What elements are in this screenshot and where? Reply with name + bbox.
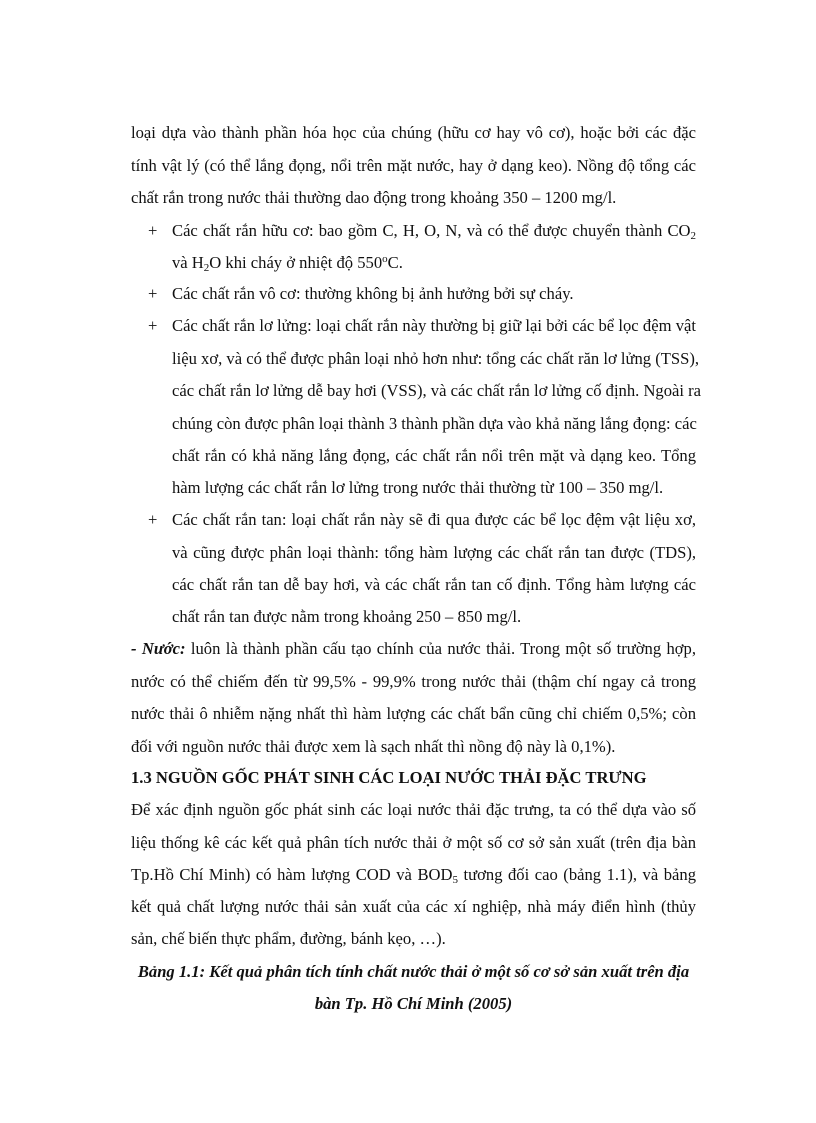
paragraph-line: Để xác định nguồn gốc phát sinh các loại nước thải đặc trưng, ta có thể dựa vào số	[131, 800, 696, 819]
paragraph-line: kết quả chất lượng nước thải sản xuất của các xí nghiệp, nhà máy điển hình (thủy	[131, 897, 696, 916]
table-caption: bàn Tp. Hồ Chí Minh (2005)	[314, 994, 513, 1013]
suspended-line: chúng còn được phân loại thành 3 thành phần dựa vào khả năng lắng đọng: các	[172, 414, 697, 433]
water-line: đối với nguồn nước thải được xem là sạch nhất thì nồng độ này là 0,1%).	[131, 737, 616, 756]
suspended-line: liệu xơ, và có thể được phân loại nhỏ hơn như: tổng các chất răn lơ lửng (TSS),	[172, 349, 700, 368]
dissolved-line: Các chất rắn tan: loại chất rắn này sẽ đi qua được các bể lọc đệm vật liệu xơ,	[172, 510, 696, 529]
suspended-line: Các chất rắn lơ lửng: loại chất rắn này thường bị giữ lại bởi các bể lọc đệm vật	[172, 316, 696, 335]
dissolved-line: các chất rắn tan dễ bay hơi, và các chất rắn tan cố định. Tổng hàm lượng các	[172, 575, 696, 594]
bullet-plus-icon: +	[148, 316, 158, 335]
organic-line: Các chất rắn hữu cơ: bao gồm C, H, O, N, và có thể được chuyển thành $CO_2$	[172, 221, 696, 242]
organic-line: và $H_2O$ khi cháy ở nhiệt độ 550$^o$C.	[172, 253, 403, 274]
section-heading: 1.3 NGUỒN GỐC PHÁT SINH CÁC LOẠI NƯỚC THẢI ĐẶC TRƯNG	[131, 768, 647, 787]
suspended-line: chất rắn có khả năng lắng đọng, các chất rắn nổi trên mặt và dạng keo. Tổng	[172, 446, 696, 465]
inorganic-line: Các chất rắn vô cơ: thường không bị ảnh hưởng bởi sự cháy.	[172, 284, 574, 303]
paragraph-line: tính vật lý (có thể lắng đọng, nổi trên mặt nước, hay ở dạng keo). Nồng độ tổng các	[131, 156, 696, 175]
water-line: nước thải ô nhiễm nặng nhất thì hàm lượng các chất bẩn cũng chỉ chiếm 0,5%; còn	[131, 704, 696, 723]
dissolved-line: chất rắn tan được nằm trong khoảng 250 – 850 mg/l.	[172, 607, 522, 626]
water-label: - Nước:	[131, 639, 186, 658]
water-line: nước có thể chiếm đến từ 99,5% - 99,9% trong nước thải (thậm chí ngay cả trong	[131, 672, 696, 691]
paragraph-line: loại dựa vào thành phần hóa học của chúng (hữu cơ hay vô cơ), hoặc bởi các đặc	[131, 123, 696, 142]
bullet-plus-icon: +	[148, 510, 158, 529]
table-caption: Bảng 1.1: Kết quả phân tích tính chất nước thải ở một số cơ sở sản xuất trên địa	[137, 962, 690, 981]
dissolved-line: và cũng được phân loại thành: tổng hàm lượng các chất rắn tan được (TDS),	[172, 543, 696, 562]
bullet-plus-icon: +	[148, 284, 158, 303]
water-line: - Nước: luôn là thành phần cấu tạo chính của nước thải. Trong một số trường hợp,	[131, 639, 696, 658]
paragraph-line: chất rắn trong nước thải thường dao động trong khoảng 350 – 1200 mg/l.	[131, 188, 617, 207]
suspended-line: các chất rắn lơ lửng dễ bay hơi (VSS), và các chất rắn lơ lửng cố định. Ngoài ra	[172, 381, 702, 400]
paragraph-line: liệu thống kê các kết quả phân tích nước thải ở một số cơ sở sản xuất (trên địa bàn	[131, 833, 696, 852]
paragraph-line: sản, chế biến thực phẩm, đường, bánh kẹo, …).	[131, 929, 446, 948]
bullet-plus-icon: +	[148, 221, 158, 240]
suspended-line: hàm lượng các chất rắn lơ lửng trong nước thải thường từ 100 – 350 mg/l.	[172, 478, 664, 497]
paragraph-line: Tp.Hồ Chí Minh) có hàm lượng COD và $BOD_5$ tương đối cao (bảng 1.1), và bảng	[131, 865, 696, 886]
